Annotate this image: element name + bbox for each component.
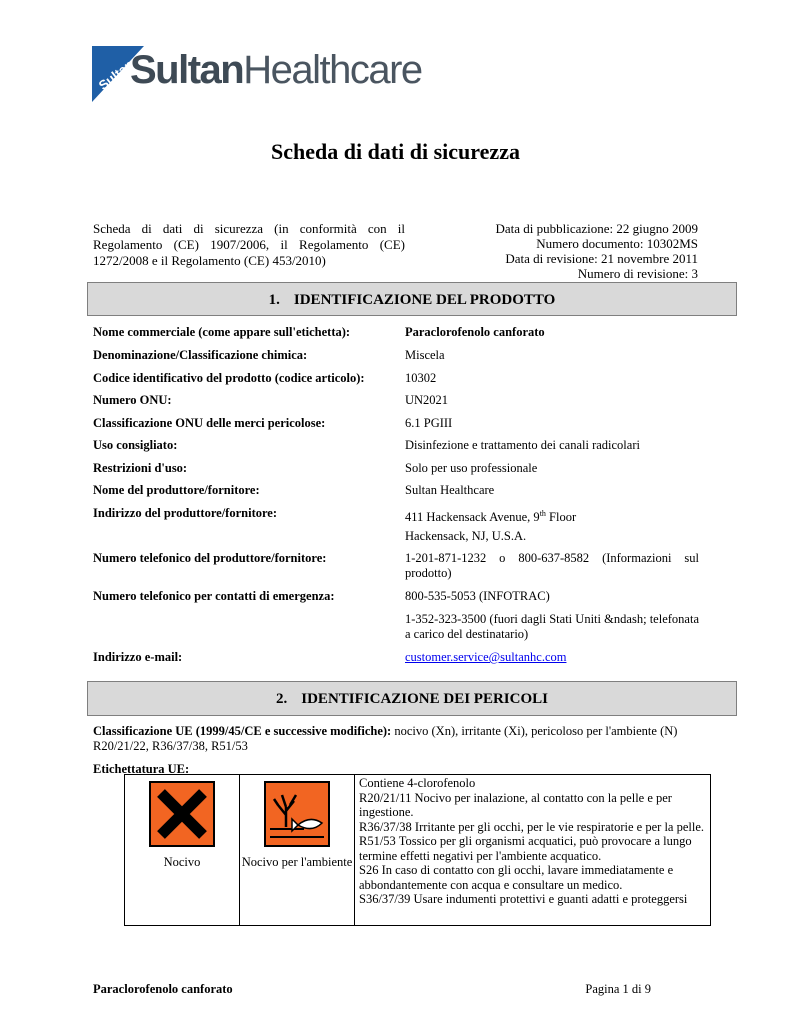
field-label: Indirizzo del produttore/fornitore: xyxy=(93,506,278,520)
footer-page-number: Pagina 1 di 9 xyxy=(585,982,651,996)
environment-hazard-icon xyxy=(264,781,330,847)
field-label: Indirizzo e-mail: xyxy=(93,650,183,664)
field-label: Denominazione/Classificazione chimica: xyxy=(93,348,308,362)
field-label: Nome commerciale (come appare sull'etichetta): xyxy=(93,325,351,339)
eu-labeling-label: Etichettatura UE: xyxy=(93,762,190,776)
logo-badge-text: Sultan xyxy=(95,56,137,93)
field-label: Uso consigliato: xyxy=(93,438,178,452)
field-value: Miscela xyxy=(405,348,445,362)
field-value: Paraclorofenolo canforato xyxy=(405,325,545,339)
field-value xyxy=(405,506,699,525)
section-title: IDENTIFICAZIONE DEI PERICOLI xyxy=(301,691,548,707)
section-number: 1. xyxy=(268,292,280,308)
logo-wordmark xyxy=(130,48,422,93)
classification-text: nocivo (Xn), irritante (Xi), pericoloso per l'ambiente (N) R20/21/22, R36/37/38, R51/53 xyxy=(93,724,678,753)
eu-classification xyxy=(93,724,705,754)
field-label: Restrizioni d'uso: xyxy=(93,461,188,475)
section-header-2 xyxy=(87,681,737,716)
symbol-caption: Nocivo xyxy=(163,855,201,869)
symbol-cell xyxy=(240,775,355,926)
footer-product-name: Paraclorofenolo canforato xyxy=(93,982,233,996)
risk-phrase: R20/21/11 Nocivo per inalazione, al contatto con la pelle e per ingestione. xyxy=(359,790,672,819)
field-label: Numero ONU: xyxy=(93,393,172,407)
field-label: Numero telefonico del produttore/fornitore: xyxy=(93,551,327,565)
publication-date: Data di pubblicazione: 22 giugno 2009 xyxy=(495,221,698,236)
classification-label: Classificazione UE (1999/45/CE e successive modifiche): xyxy=(93,724,392,738)
field-label: Classificazione ONU delle merci pericolose: xyxy=(93,416,326,430)
field-value-2: Hackensack, NJ, U.S.A. xyxy=(405,529,527,543)
field-label: Nome del produttore/fornitore: xyxy=(93,483,260,497)
document-title: Scheda di dati di sicurezza xyxy=(271,139,520,164)
field-value: 6.1 PGIII xyxy=(405,416,453,430)
risk-phrase: R51/53 Tossico per gli organismi acquatici, può provocare a lungo termine effetti negativi per l'ambiente acquatico. xyxy=(359,834,692,863)
field-label: Numero telefonico per contatti di emergenza: xyxy=(93,589,335,603)
risk-phrase: S26 In caso di contatto con gli occhi, lavare immediatamente e abbondantemente con acqua e consultare un medico. xyxy=(359,863,674,892)
section-number: 2. xyxy=(276,691,288,707)
logo-name-light: Healthcare xyxy=(243,48,422,92)
revision-date: Data di revisione: 21 novembre 2011 xyxy=(505,251,698,266)
field-value-2: 1-352-323-3500 (fuori dagli Stati Uniti &ndash; telefonata a carico del destinatario) xyxy=(405,612,699,641)
symbol-cell xyxy=(125,775,240,926)
harmful-x-icon xyxy=(149,781,215,847)
intro-text: Scheda di dati di sicurezza (in conformità con il Regolamento (CE) 1907/2006, il Regolamento (CE) 1272/2008 e il Regolamento (CE) 453/2010) xyxy=(93,221,405,268)
section-title: IDENTIFICAZIONE DEL PRODOTTO xyxy=(293,292,556,308)
field-value: 800-535-5053 (INFOTRAC) xyxy=(405,589,550,603)
symbol-caption: Nocivo per l'ambiente xyxy=(241,855,353,869)
revision-number: Numero di revisione: 3 xyxy=(577,266,698,281)
field-value: UN2021 xyxy=(405,393,449,407)
risk-phrase: Contiene 4-clorofenolo xyxy=(359,776,476,790)
field-value: Disinfezione e trattamento dei canali radicolari xyxy=(405,438,640,452)
address-line: 411 Hackensack Avenue, 9 xyxy=(405,510,540,525)
risk-phrases-cell xyxy=(355,775,711,926)
address-sup: th xyxy=(539,509,546,518)
section-header-1 xyxy=(87,282,737,316)
field-label: Codice identificativo del prodotto (codice articolo): xyxy=(93,371,365,385)
address-line-end: Floor xyxy=(545,510,577,525)
logo-name-bold: Sultan xyxy=(130,48,244,92)
field-value: Solo per uso professionale xyxy=(405,461,538,475)
email-link[interactable]: customer.service@sultanhc.com xyxy=(405,650,567,664)
field-value: Sultan Healthcare xyxy=(405,483,495,497)
document-meta xyxy=(398,221,698,281)
company-logo xyxy=(92,44,422,104)
field-value: 10302 xyxy=(405,371,437,385)
document-number: Numero documento: 10302MS xyxy=(536,236,698,251)
labeling-table xyxy=(124,774,711,926)
risk-phrase: R36/37/38 Irritante per gli occhi, per le vie respiratorie e per la pelle. xyxy=(359,819,705,834)
risk-phrase: S36/37/39 Usare indumenti protettivi e guanti adatti e proteggersi xyxy=(359,892,688,906)
field-value: 1-201-871-1232 o 800-637-8582 (Informazioni sul prodotto) xyxy=(405,551,699,580)
